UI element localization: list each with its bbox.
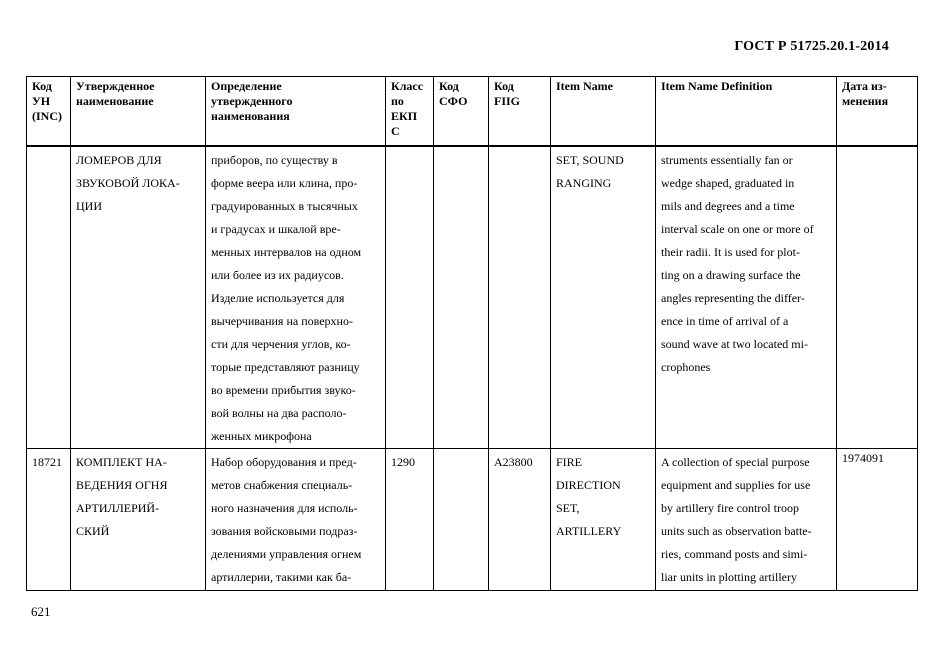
cell-ekps-class xyxy=(386,146,434,449)
col-header-inc: Код УН (INC) xyxy=(27,77,71,147)
nomenclature-table xyxy=(26,76,918,591)
table-row xyxy=(27,146,918,449)
table-row xyxy=(27,449,918,591)
cell-fiig-code: A23800 xyxy=(489,449,551,591)
cell-sfo-code xyxy=(434,449,489,591)
col-header-sfo-code: Код СФО xyxy=(434,77,489,147)
col-header-fiig-code: Код FIIG xyxy=(489,77,551,147)
cell-approved-name: КОМПЛЕКТ НА- ВЕДЕНИЯ ОГНЯ АРТИЛЛЕРИЙ- СКИЙ xyxy=(71,449,206,591)
cell-ekps-class: 1290 xyxy=(386,449,434,591)
cell-item-definition: A collection of special purpose equipment and supplies for use by artillery fire control troop units such as observation batte- ries, command posts and simi- liar units in plotting artillery xyxy=(656,449,837,591)
cell-item-name: SET, SOUND RANGING xyxy=(551,146,656,449)
table-header-row xyxy=(27,77,918,147)
col-header-approved-name: Утвержденное наименование xyxy=(71,77,206,147)
col-header-item-definition: Item Name Definition xyxy=(656,77,837,147)
cell-inc: 18721 xyxy=(27,449,71,591)
cell-item-name: FIRE DIRECTION SET, ARTILLERY xyxy=(551,449,656,591)
cell-change-date: 1974091 xyxy=(837,449,918,591)
cell-change-date xyxy=(837,146,918,449)
cell-definition-ru: Набор оборудования и пред- метов снабжения специаль- ного назначения для исполь- зования войсковыми подраз- делениями управления огнем артиллерии, такими как ба- xyxy=(206,449,386,591)
standard-code: ГОСТ Р 51725.20.1-2014 xyxy=(734,39,889,54)
cell-definition-ru: приборов, по существу в форме веера или клина, про- градуированных в тысячных и градусах и шкалой вре- менных интервалов на одном или более из их радиусов. Изделие используется для вычерчивания на поверхно- сти для черчения углов, ко- торые представляют разницу во времени прибытия звуко- вой волны на два располо- женных микрофона xyxy=(206,146,386,449)
col-header-item-name: Item Name xyxy=(551,77,656,147)
cell-sfo-code xyxy=(434,146,489,449)
cell-item-definition: struments essentially fan or wedge shaped, graduated in mils and degrees and a time interval scale on one or more of their radii. It is used for plot- ting on a drawing surface the angles representing the differ- ence in time of arrival of a sound wave at two located mi- crophones xyxy=(656,146,837,449)
col-header-change-date: Дата из- менения xyxy=(837,77,918,147)
col-header-ekps-class: Класс по ЕКП С xyxy=(386,77,434,147)
cell-fiig-code xyxy=(489,146,551,449)
page-number: 621 xyxy=(31,604,51,619)
col-header-definition: Определение утвержденного наименования xyxy=(206,77,386,147)
cell-inc xyxy=(27,146,71,449)
cell-approved-name: ЛОМЕРОВ ДЛЯ ЗВУКОВОЙ ЛОКА- ЦИИ xyxy=(71,146,206,449)
